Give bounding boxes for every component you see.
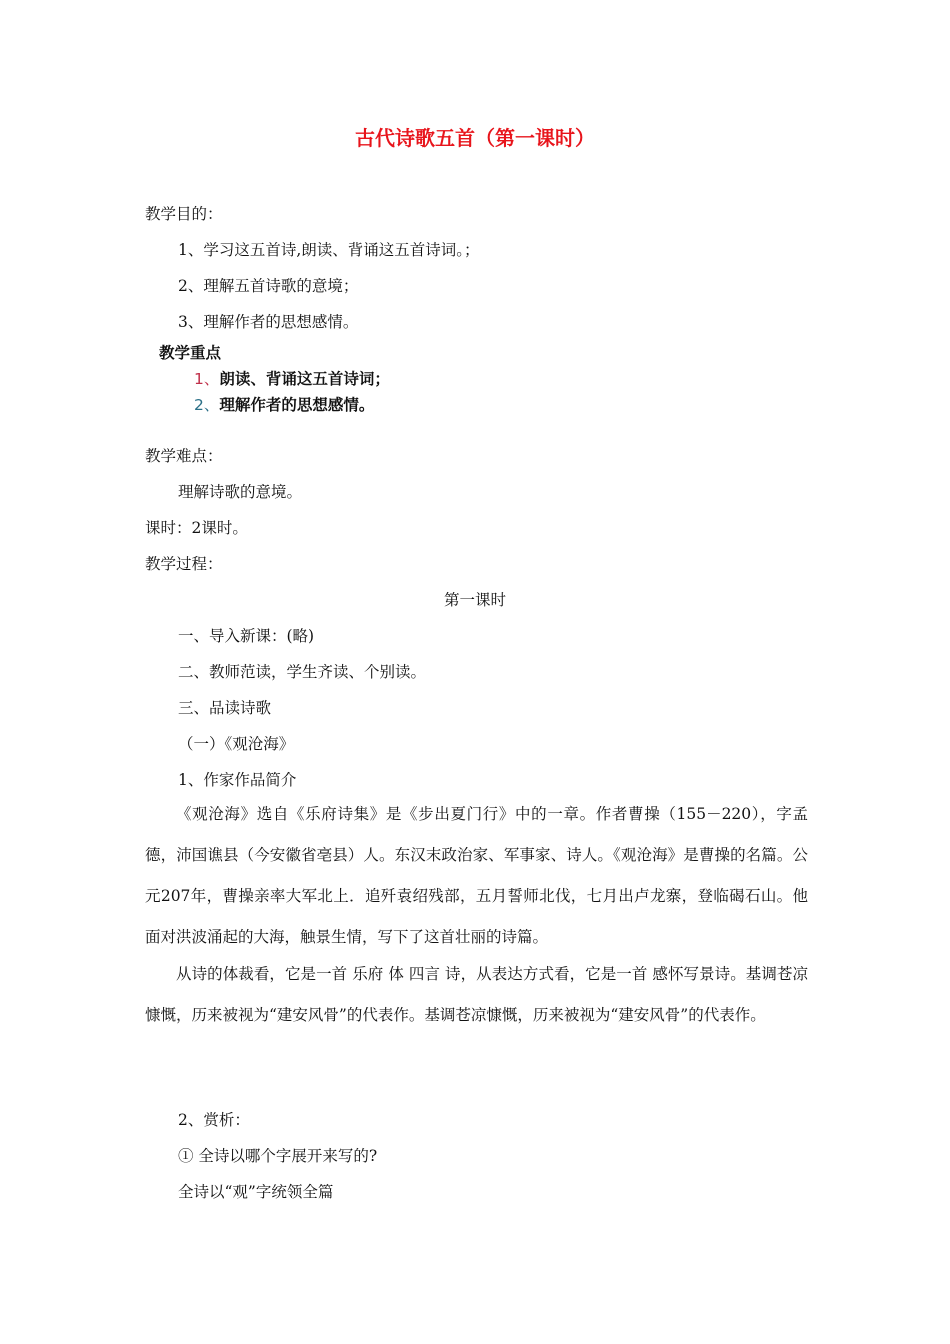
- analysis-heading: 2、赏析：: [178, 1111, 250, 1129]
- author-intro-paragraph: 《观沧海》选自《乐府诗集》是《步出夏门行》中的一章。作者曹操（155－220），字孟德，沛国谯县（今安徽省亳县）人。东汉末政治家、军事家、诗人。《观沧海》是曹操的名篇。公元207年，曹操亲率大军北上．追歼袁绍残部，五月誓师北伐，七月出卢龙寨，登临碣石山。他面对洪波涌起的大海，触景生情，写下了这首壮丽的诗篇。: [145, 805, 808, 946]
- objective-item: 2、理解五首诗歌的意境；: [178, 277, 359, 295]
- key-point-text: 朗读、背诵这五首诗词；: [219, 370, 390, 388]
- key-point-item: [194, 369, 390, 389]
- intro-heading: 1、作家作品简介: [178, 771, 297, 789]
- key-point-number: 1、: [194, 370, 220, 388]
- analysis-question: ① 全诗以哪个字展开来写的?: [178, 1147, 378, 1165]
- key-point-text: 理解作者的思想感情。: [219, 396, 375, 414]
- key-point-item: [194, 395, 374, 415]
- poem-heading: （一）《观沧海》: [178, 735, 295, 753]
- objectives-heading: 教学目的：: [145, 205, 223, 223]
- process-heading: 教学过程：: [145, 555, 223, 573]
- lesson-title: 第一课时: [443, 591, 506, 609]
- document-title: 古代诗歌五首（第一课时）: [355, 126, 595, 150]
- process-step: 一、导入新课：(略): [178, 627, 315, 645]
- genre-paragraph: 从诗的体裁看，它是一首 乐府 体 四言 诗，从表达方式看，它是一首 感怀写景诗。基调苍凉慷慨，历来被视为“建安风骨”的代表作。基调苍凉慷慨，历来被视为“建安风骨”的代表作。: [145, 965, 808, 1024]
- analysis-answer: 全诗以“观”字统领全篇: [178, 1183, 334, 1201]
- objective-item: 3、理解作者的思想感情。: [178, 313, 359, 331]
- process-step: 三、品读诗歌: [178, 699, 272, 717]
- key-point-number: 2、: [194, 396, 220, 414]
- difficulty-heading: 教学难点：: [145, 447, 223, 465]
- key-points-heading: 教学重点: [159, 344, 222, 362]
- class-hours: 课时：2课时。: [145, 519, 248, 537]
- process-step: 二、教师范读，学生齐读、个别读。: [178, 663, 427, 681]
- difficulty-text: 理解诗歌的意境。: [178, 483, 303, 501]
- objective-item: 1、学习这五首诗,朗读、背诵这五首诗词。；: [178, 241, 480, 259]
